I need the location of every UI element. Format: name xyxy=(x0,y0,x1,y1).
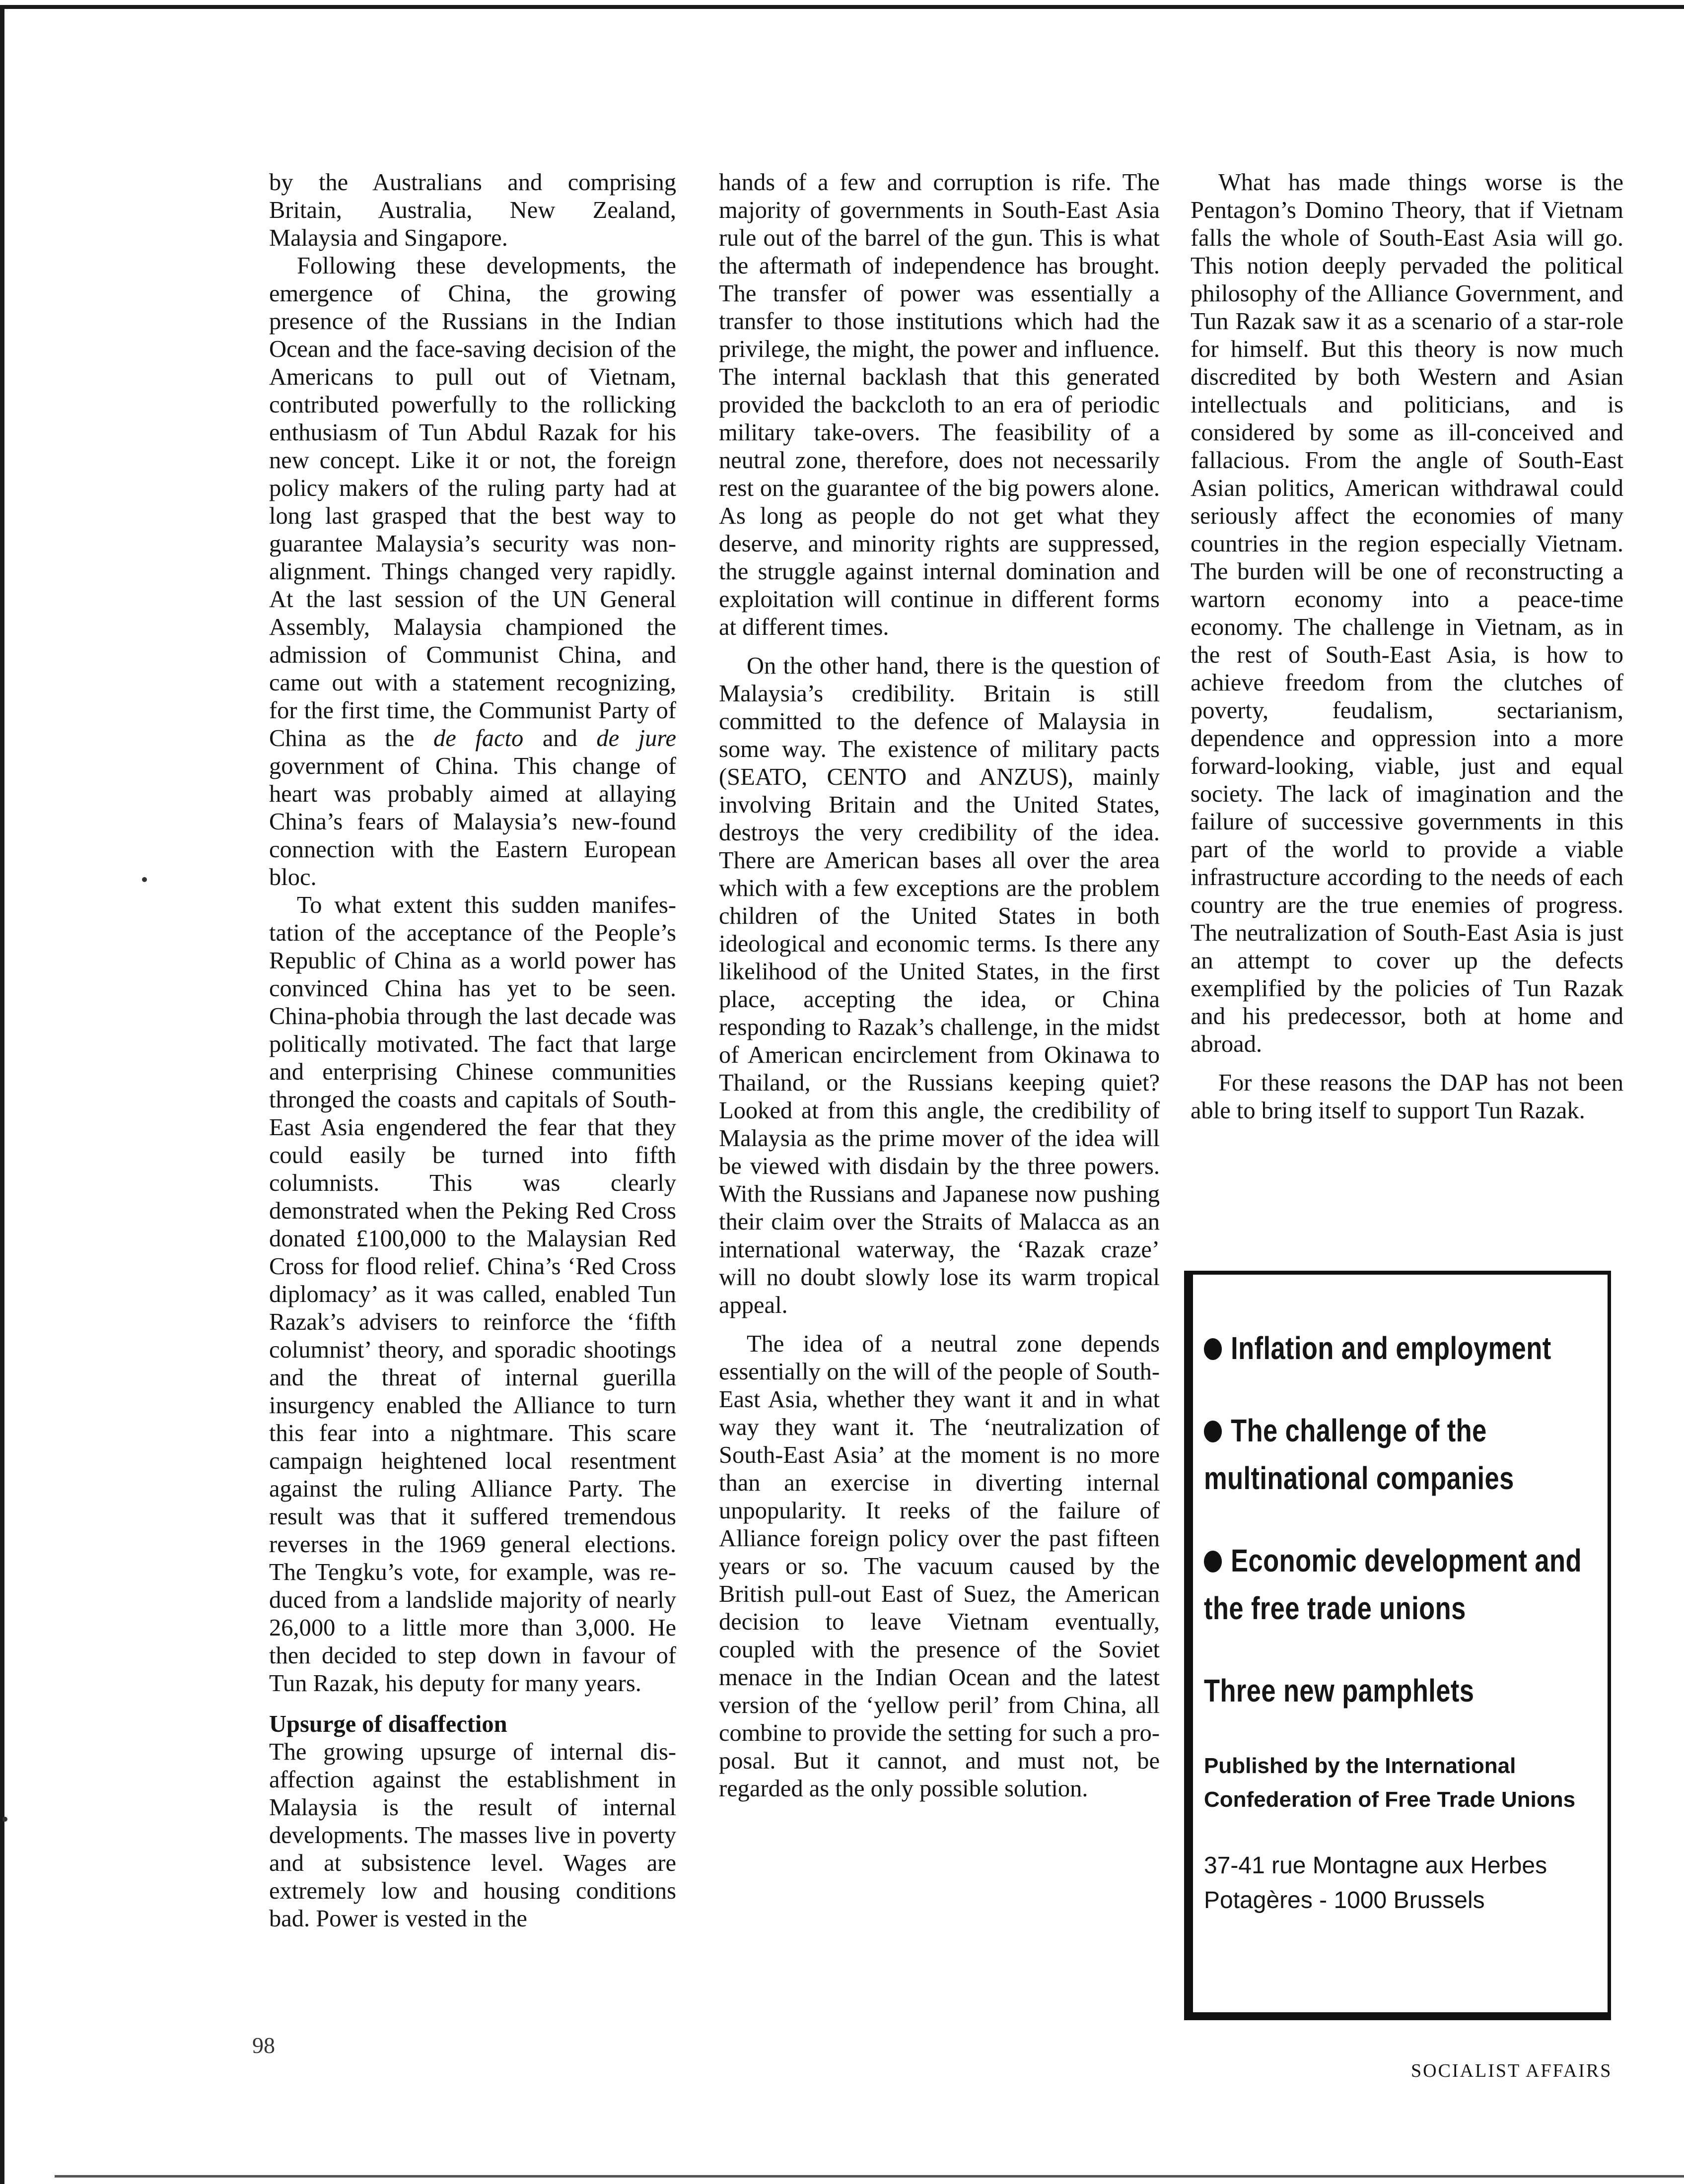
paragraph: To what extent this sudden manifestation of the acceptance of the People’s Republic of China as a world power has convinced China has yet to be seen. China-phobia through the last decade was politically motivated. The fact that large and enterprising Chinese communities thronged the coasts and capitals of South-East Asia engendered the fear that they could easily be turned into fifth columnists. This was clearly demonstrated when the Peking Red Cross donated £100,000 to the Malaysian Red Cross for flood relief. China’s ‘Red Cross diplomacy’ as it was called, enabled Tun Razak’s advisers to reinforce the ‘fifth columnist’ theory, and sporadic shootings and the threat of internal guerilla insurgency enabled the Alliance to turn this fear into a nightmare. This scare campaign heightened local resentment against the ruling Alliance Party. The result was that it suffered tremendous reverses in the 1969 general elections. The Tengku’s vote, for example, was reduced from a landslide majority of nearly 26,000 to a little more than 3,000. He then decided to step down in favour of Tun Razak, his deputy for many years. xyxy=(269,892,676,1697)
text-run: and xyxy=(523,725,597,751)
paragraph: hands of a few and corruption is rife. The majority of governments in South-East Asia rule out of the barrel of the gun. This is what the aftermath of independence has brought. The transfer of power was essentially a transfer to those institutions which had the privilege, the might, the power and influence. The internal backlash that this generated provided the backcloth to an era of periodic military take-overs. The feasibility of a neutral zone, therefore, does not necessarily rest on the guarantee of the big powers alone. As long as people do not get what they deserve, and minority rights are suppressed, the struggle against internal domination and exploitation will continue in different forms at different times. xyxy=(719,169,1160,640)
advert-title: Three new pamphlets xyxy=(1204,1673,1474,1708)
page-number: 98 xyxy=(252,2033,275,2058)
margin-dot xyxy=(142,877,147,882)
advert-item xyxy=(1204,1407,1608,1502)
pamphlet-advert xyxy=(1184,1271,1611,2020)
top-rule xyxy=(0,5,1684,9)
bullet-icon xyxy=(1204,1338,1222,1360)
bullet-icon xyxy=(1204,1421,1222,1442)
article-column-1 xyxy=(269,169,676,1933)
paragraph: by the Australians and comprising Britain, Australia, New Zealand, Malaysia and Singapore. xyxy=(269,169,676,251)
article-column-2 xyxy=(719,169,1160,1803)
advert-item xyxy=(1204,1324,1608,1372)
section-heading: Upsurge of disaffection xyxy=(269,1711,507,1737)
paragraph: The idea of a neutral zone depends essentially on the will of the people of South-East Asia, whether they want it and in what way they want it. The ‘neutralization of South-East Asia’ at the moment is no more than an exercise in diverting internal unpopularity. It reeks of the failure of Alliance foreign policy over the past fifteen years or so. The vacuum caused by the British pull-out East of Suez, the American decision to leave Vietnam eventually, coupled with the presence of the Soviet menace in the Indian Ocean and the latest version of the ‘yellow peril’ from China, all combine to provide the setting for such a proposal. But it cannot, and must not, be regarded as the only possible solution. xyxy=(719,1331,1160,1802)
article-column-3 xyxy=(1191,169,1623,1125)
journal-name: SOCIALIST AFFAIRS xyxy=(1411,2060,1613,2081)
paragraph: What has made things worse is the Pentagon’s Domino Theory, that if Vietnam falls the whole of South-East Asia will go. This notion deeply pervaded the political philosophy of the Alliance Government, and Tun Razak saw it as a scenario of a star-role for himself. But this theory is now much discredited by both Western and Asian intellectuals and politicians, and is considered by some as ill-conceived and fallacious. From the angle of South-East Asian politics, American withdrawal could seriously affect the economies of many countries in the region especially Vietnam. The burden will be one of reconstructing a wartorn economy into a peace-time economy. The challenge in Vietnam, as in the rest of South-East Asia, is how to achieve freedom from the clutches of poverty, feudalism, sectarianism, dependence and oppression into a more forward-looking, viable, just and equal society. The lack of imagination and the failure of successive governments in this part of the world to provide a viable infrastructure according to the needs of each country are the true enemies of progress. The neutralization of South-East Asia is just an attempt to cover up the defects exemplified by the policies of Tun Razak and his predecessor, both at home and abroad. xyxy=(1191,169,1623,1057)
paragraph: The growing upsurge of internal disaffection against the establishment in Malaysia is the result of internal developments. The masses live in poverty and at subsistence level. Wages are extremely low and housing conditions bad. Power is vested in the xyxy=(269,1739,676,1932)
advert-item xyxy=(1204,1537,1608,1632)
paragraph: For these reasons the DAP has not been able to bring itself to support Tun Razak. xyxy=(1191,1070,1623,1124)
bullet-icon xyxy=(1204,1551,1222,1572)
advert-publisher: Published by the International Confederation of Free Trade Unions xyxy=(1204,1754,1576,1812)
text-run: Following these developments, the emergence of China, the growing presence of the Russians in the Indian Ocean and the face-saving decision of the Americans to pull out of Vietnam, contributed powerfully to the rollicking enthusiasm of Tun Abdul Razak for his new concept. Like it or not, the foreign policy makers of the ruling party had at long last grasped that the best way to guarantee Malaysia’s security was non-alignment. Things changed very rapidly. At the last session of the UN General Assembly, Malaysia championed the admission of Communist China, and came out with a statement recognizing, for the first time, the Communist Party of China as the xyxy=(269,253,676,751)
advert-item-text: Inflation and employment xyxy=(1231,1330,1551,1366)
italic-term: de jure xyxy=(596,725,676,751)
advert-item-text: The challenge of the multinational companies xyxy=(1204,1413,1514,1496)
text-run: government of China. This change of heart was probably aimed at allaying China’s fears of Malaysia’s new-found connection with the Eastern European bloc. xyxy=(269,753,676,890)
left-rule xyxy=(0,5,4,2184)
italic-term: de facto xyxy=(433,725,524,751)
margin-dot xyxy=(2,1817,7,1822)
paragraph xyxy=(269,252,676,891)
paragraph: On the other hand, there is the question of Malaysia’s credibility. Britain is still committed to the defence of Malaysia in some way. The existence of military pacts (SEATO, CENTO and ANZUS), mainly involving Britain and the United States, destroys the very credibility of the idea. There are American bases all over the area which with a few exceptions are the problem children of the United States in both ideological and economic terms. Is there any likelihood of the United States, in the first place, accepting the idea, or China responding to Razak’s challenge, in the midst of American encirclement from Okinawa to Thailand, or the Russians keeping quiet? Looked at from this angle, the credibility of Malaysia as the prime mover of the idea will be viewed with disdain by the three powers. With the Russians and Japanese now pushing their claim over the Straits of Malacca as an international waterway, the ‘Razak craze’ will no doubt slowly lose its warm tropical appeal. xyxy=(719,653,1160,1318)
bottom-rule xyxy=(55,2175,1684,2178)
advert-item-text: Economic development and the free trade unions xyxy=(1204,1543,1582,1626)
advert-address: 37-41 rue Montagne aux Herbes Potagères - 1000 Brussels xyxy=(1204,1852,1547,1913)
